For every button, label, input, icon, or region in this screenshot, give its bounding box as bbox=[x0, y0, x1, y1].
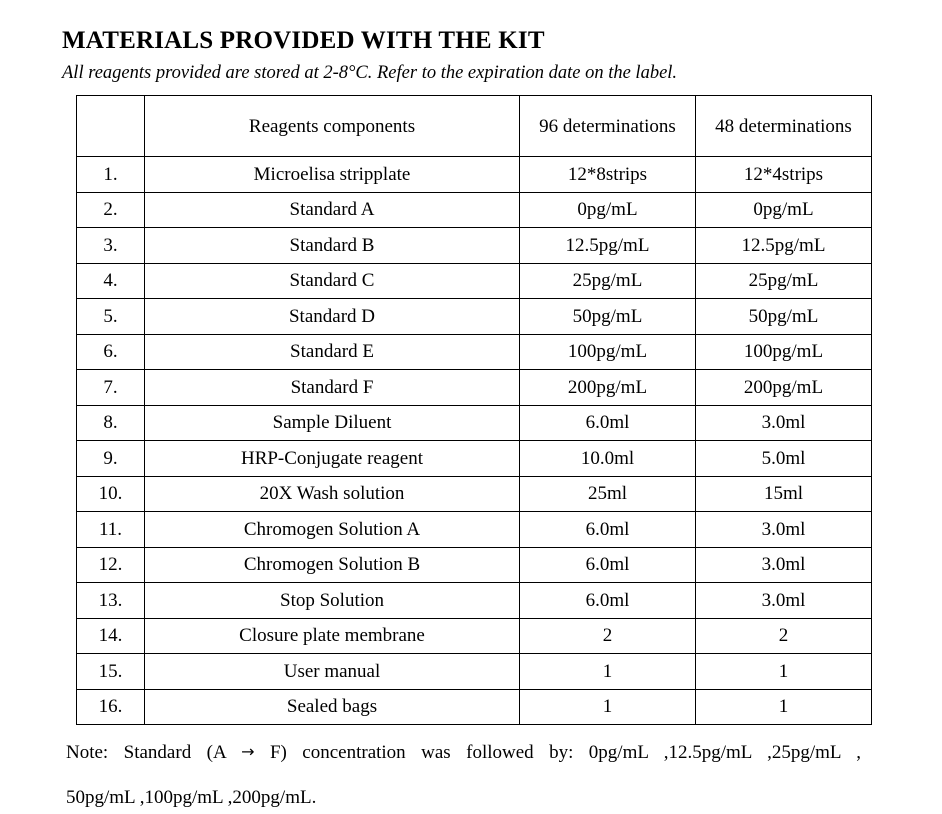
cell-number: 5. bbox=[77, 299, 145, 335]
table-row bbox=[77, 263, 872, 299]
cell-component: Microelisa stripplate bbox=[145, 157, 520, 193]
cell-component: 20X Wash solution bbox=[145, 476, 520, 512]
standard-concentration-note bbox=[66, 737, 866, 814]
cell-component: Standard F bbox=[145, 370, 520, 406]
table-row bbox=[77, 228, 872, 264]
cell-component: Stop Solution bbox=[145, 583, 520, 619]
cell-96-determinations: 200pg/mL bbox=[520, 370, 696, 406]
cell-48-determinations: 200pg/mL bbox=[696, 370, 872, 406]
cell-number: 16. bbox=[77, 689, 145, 725]
table-row bbox=[77, 299, 872, 335]
note-line-1-after: F) concentration was followed by: 0pg/mL ,12.5pg/mL ,25pg/mL , bbox=[269, 742, 862, 764]
cell-96-determinations: 100pg/mL bbox=[520, 334, 696, 370]
table-row bbox=[77, 512, 872, 548]
table-row bbox=[77, 370, 872, 406]
cell-48-determinations: 50pg/mL bbox=[696, 299, 872, 335]
cell-component: Standard D bbox=[145, 299, 520, 335]
table-row bbox=[77, 157, 872, 193]
table-header-row bbox=[77, 96, 872, 157]
table-body bbox=[77, 157, 872, 725]
cell-number: 6. bbox=[77, 334, 145, 370]
table-row bbox=[77, 583, 872, 619]
cell-48-determinations: 3.0ml bbox=[696, 547, 872, 583]
cell-48-determinations: 100pg/mL bbox=[696, 334, 872, 370]
cell-48-determinations: 2 bbox=[696, 618, 872, 654]
cell-96-determinations: 12*8strips bbox=[520, 157, 696, 193]
cell-component: HRP-Conjugate reagent bbox=[145, 441, 520, 477]
cell-number: 7. bbox=[77, 370, 145, 406]
cell-96-determinations: 1 bbox=[520, 689, 696, 725]
table-row bbox=[77, 689, 872, 725]
cell-number: 3. bbox=[77, 228, 145, 264]
cell-number: 15. bbox=[77, 654, 145, 690]
cell-48-determinations: 5.0ml bbox=[696, 441, 872, 477]
column-header-96-determinations: 96 determinations bbox=[520, 96, 696, 157]
table-row bbox=[77, 654, 872, 690]
table-row bbox=[77, 441, 872, 477]
cell-96-determinations: 25pg/mL bbox=[520, 263, 696, 299]
cell-96-determinations: 1 bbox=[520, 654, 696, 690]
cell-component: Sealed bags bbox=[145, 689, 520, 725]
note-line-2: 50pg/mL ,100pg/mL ,200pg/mL. bbox=[66, 787, 317, 809]
cell-48-determinations: 3.0ml bbox=[696, 405, 872, 441]
cell-48-determinations: 3.0ml bbox=[696, 512, 872, 548]
column-header-48-determinations: 48 determinations bbox=[696, 96, 872, 157]
cell-number: 8. bbox=[77, 405, 145, 441]
cell-96-determinations: 2 bbox=[520, 618, 696, 654]
cell-component: User manual bbox=[145, 654, 520, 690]
cell-96-determinations: 6.0ml bbox=[520, 512, 696, 548]
cell-component: Standard C bbox=[145, 263, 520, 299]
column-header-component: Reagents components bbox=[145, 96, 520, 157]
column-header-number bbox=[77, 96, 145, 157]
cell-96-determinations: 25ml bbox=[520, 476, 696, 512]
cell-48-determinations: 0pg/mL bbox=[696, 192, 872, 228]
cell-component: Chromogen Solution A bbox=[145, 512, 520, 548]
cell-96-determinations: 6.0ml bbox=[520, 547, 696, 583]
note-line-1 bbox=[66, 737, 861, 768]
cell-component: Chromogen Solution B bbox=[145, 547, 520, 583]
table-header bbox=[77, 96, 872, 157]
cell-48-determinations: 12.5pg/mL bbox=[696, 228, 872, 264]
table-row bbox=[77, 405, 872, 441]
cell-48-determinations: 15ml bbox=[696, 476, 872, 512]
cell-96-determinations: 50pg/mL bbox=[520, 299, 696, 335]
cell-96-determinations: 0pg/mL bbox=[520, 192, 696, 228]
cell-number: 13. bbox=[77, 583, 145, 619]
cell-48-determinations: 3.0ml bbox=[696, 583, 872, 619]
cell-number: 14. bbox=[77, 618, 145, 654]
cell-number: 9. bbox=[77, 441, 145, 477]
note-line-1-before: Note: Standard (A bbox=[66, 742, 226, 764]
cell-48-determinations: 1 bbox=[696, 654, 872, 690]
cell-component: Standard B bbox=[145, 228, 520, 264]
cell-component: Closure plate membrane bbox=[145, 618, 520, 654]
cell-number: 10. bbox=[77, 476, 145, 512]
cell-48-determinations: 12*4strips bbox=[696, 157, 872, 193]
cell-48-determinations: 25pg/mL bbox=[696, 263, 872, 299]
storage-note: All reagents provided are stored at 2-8°C. Refer to the expiration date on the label. bbox=[62, 63, 678, 83]
materials-table bbox=[76, 95, 872, 725]
table-row bbox=[77, 334, 872, 370]
table-row bbox=[77, 618, 872, 654]
cell-number: 12. bbox=[77, 547, 145, 583]
right-arrow-icon: → bbox=[241, 742, 255, 762]
table-row bbox=[77, 476, 872, 512]
cell-48-determinations: 1 bbox=[696, 689, 872, 725]
cell-96-determinations: 12.5pg/mL bbox=[520, 228, 696, 264]
table-row bbox=[77, 192, 872, 228]
cell-96-determinations: 10.0ml bbox=[520, 441, 696, 477]
cell-component: Standard E bbox=[145, 334, 520, 370]
cell-number: 2. bbox=[77, 192, 145, 228]
page-title: MATERIALS PROVIDED WITH THE KIT bbox=[62, 27, 545, 54]
table-row bbox=[77, 547, 872, 583]
cell-96-determinations: 6.0ml bbox=[520, 405, 696, 441]
cell-component: Standard A bbox=[145, 192, 520, 228]
cell-96-determinations: 6.0ml bbox=[520, 583, 696, 619]
cell-number: 11. bbox=[77, 512, 145, 548]
cell-number: 1. bbox=[77, 157, 145, 193]
cell-component: Sample Diluent bbox=[145, 405, 520, 441]
cell-number: 4. bbox=[77, 263, 145, 299]
